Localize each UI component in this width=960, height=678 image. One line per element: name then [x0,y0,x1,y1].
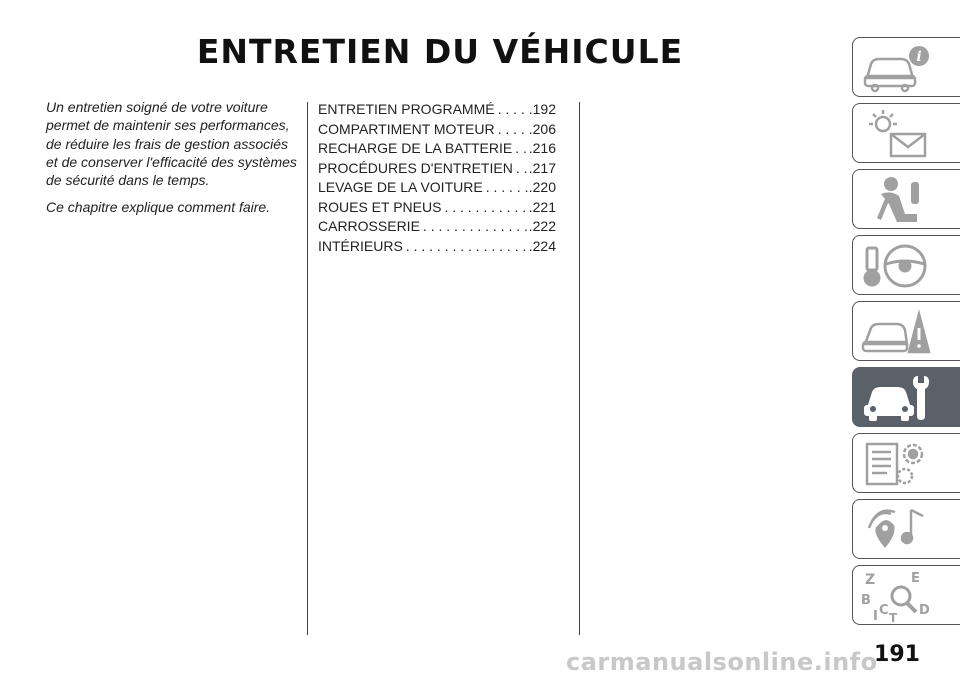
table-of-contents [318,100,556,256]
index-letter: D [919,603,930,618]
toc-item[interactable] [318,159,556,179]
column-divider [579,102,580,635]
toc-leader [515,139,529,159]
page-number: 191 [874,642,920,667]
index-letter: Z [865,572,876,588]
toc-leader [406,237,529,257]
toc-label: PROCÉDURES D'ENTRETIEN [318,159,513,176]
page-title: ENTRETIEN DU VÉHICULE [196,32,684,71]
svg-text:i: i [916,49,922,65]
car-wrench-icon [861,372,931,424]
toc-item[interactable] [318,100,556,120]
technical-data-gear-icon [861,438,931,490]
index-letter: T [889,611,898,622]
tab-seat-safety[interactable] [852,169,960,229]
index-letter: E [911,571,920,586]
toc-label: COMPARTIMENT MOTEUR [318,120,495,137]
toc-leader [423,217,529,237]
toc-item[interactable] [318,120,556,140]
tab-multimedia[interactable] [852,499,960,559]
intro-paragraph: Un entretien soigné de votre voiture permet de maintenir ses performances, de réduire les frais de gestion associés et de conserver l'efficacité des systèmes de sécurité dans le temps. [46,99,297,189]
seat-safety-icon [861,174,931,226]
toc-item[interactable] [318,198,556,218]
tab-key-steering[interactable] [852,235,960,295]
toc-label: CARROSSERIE [318,218,420,234]
key-steering-wheel-icon [861,240,931,292]
toc-page: .192 [528,101,556,117]
index-letter: B [861,593,871,608]
toc-leader [498,120,529,140]
toc-leader [516,159,529,179]
tab-car-info[interactable] [852,37,960,97]
emergency-triangle-icon [861,306,931,358]
multimedia-icon [861,504,931,556]
toc-leader [498,100,529,120]
alphabetical-index-icon [861,570,931,622]
toc-page: .221 [528,198,556,215]
tab-technical-data[interactable] [852,433,960,493]
toc-item[interactable] [318,217,556,237]
column-divider [307,102,308,635]
toc-page: .216 [528,140,556,156]
toc-label: INTÉRIEURS [318,237,403,254]
toc-page: .224 [528,237,556,254]
tab-warning-lights[interactable] [852,103,960,163]
toc-item[interactable] [318,178,556,198]
intro-paragraph: Ce chapitre explique comment faire. [46,199,271,216]
toc-leader [486,178,529,198]
tab-maintenance[interactable] [852,367,960,427]
toc-leader [444,198,528,218]
toc-page: .217 [528,159,556,176]
toc-page: .222 [528,218,556,234]
toc-item[interactable] [318,237,556,257]
index-letter: I [873,609,878,622]
toc-item[interactable] [318,139,556,159]
intro-text [46,98,298,226]
toc-page: .220 [528,179,556,195]
toc-label: ENTRETIEN PROGRAMMÉ [318,101,495,117]
car-info-icon [861,42,931,94]
toc-label: ROUES ET PNEUS [318,198,442,215]
toc-page: .206 [528,120,556,137]
toc-label: LEVAGE DE LA VOITURE [318,179,483,195]
toc-label: RECHARGE DE LA BATTERIE [318,140,513,156]
watermark: carmanualsonline.info [566,648,878,676]
tab-alphabetical-index[interactable] [852,565,960,625]
warning-lights-icon [861,108,931,160]
tab-emergency[interactable] [852,301,960,361]
index-letter: C [879,603,889,618]
